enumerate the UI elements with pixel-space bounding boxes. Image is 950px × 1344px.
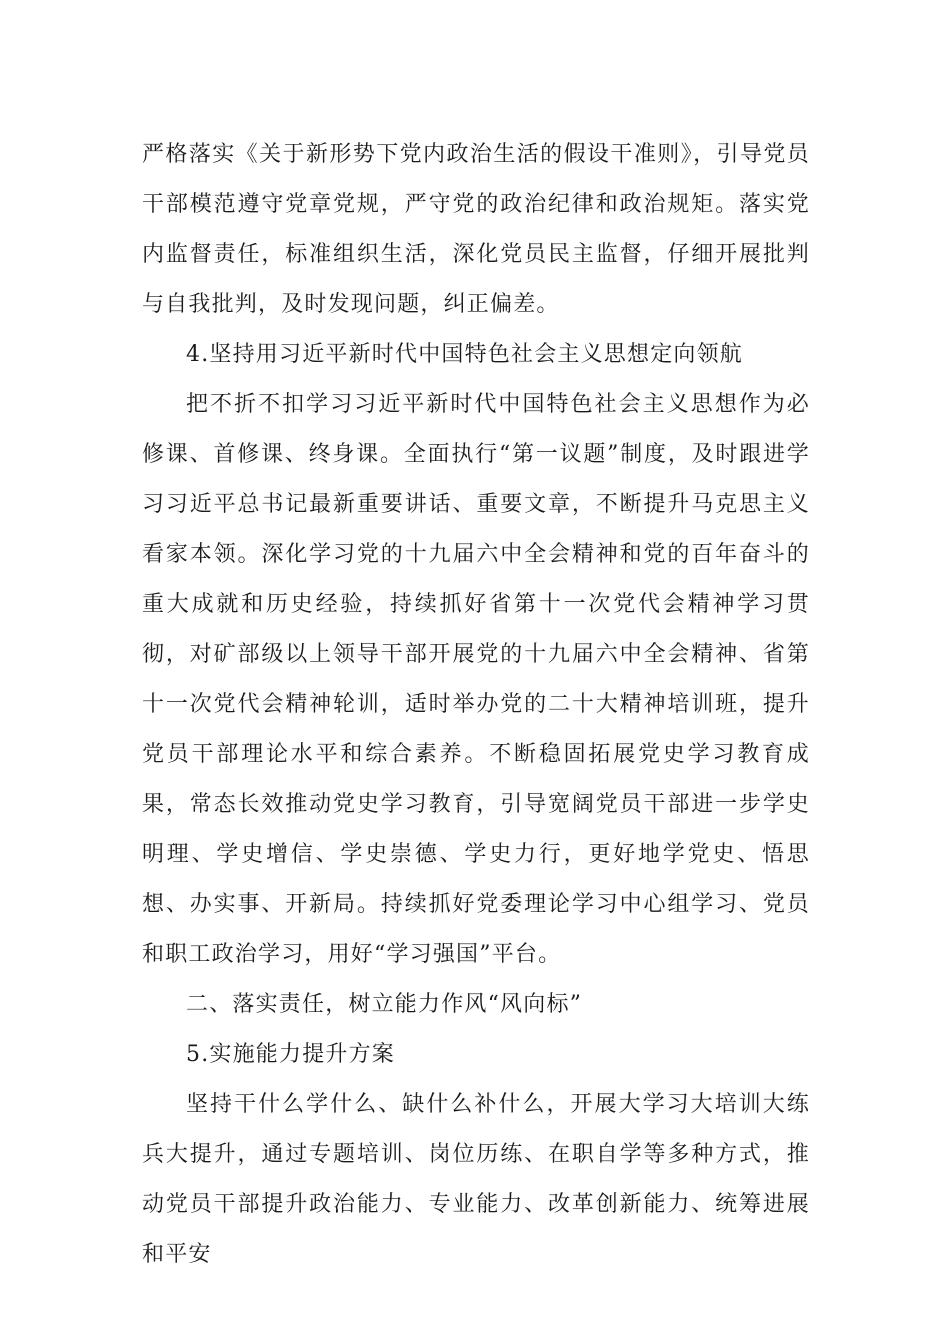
paragraph-discipline: 严格落实《关于新形势下党内政治生活的假设干准则》，引导党员干部模范遵守党章党规，严守党的政治纪律和政治规矩。落实党内监督责任，标准组织生活，深化党员民主监督，仔细开展批判与自我批判，及时发现问题，纠正偏差。 xyxy=(142,142,810,317)
heading-section-4: 4.坚持用习近平新时代中国特色社会主义思想定向领航 xyxy=(186,342,743,367)
heading-section-5: 5.实施能力提升方案 xyxy=(186,1042,395,1067)
paragraph-capability: 坚持干什么学什么、缺什么补什么，开展大学习大培训大练兵大提升，通过专题培训、岗位历练、在职自学等多种方式，推动党员干部提升政治能力、专业能力、改革创新能力、统筹进展和平安 xyxy=(142,1092,810,1267)
paragraph-theory-study: 把不折不扣学习习近平新时代中国特色社会主义思想作为必修课、首修课、终身课。全面执行“第一议题”制度，及时跟进学习习近平总书记最新重要讲话、重要文章，不断提升马克思主义看家本领。深化学习党的十九届六中全会精神和党的百年奋斗的重大成就和历史经验，持续抓好省第十一次党代会精神学习贯彻，对矿部级以上领导干部开展党的十九届六中全会精神、省第十一次党代会精神轮训，适时举办党的二十大精神培训班，提升党员干部理论水平和综合素养。不断稳固拓展党史学习教育成果，常态长效推动党史学习教育，引导宽阔党员干部进一步学史明理、学史增信、学史崇德、学史力行，更好地学党史、悟思想、办实事、开新局。持续抓好党委理论学习中心组学习、党员和职工政治学习，用好“学习强国”平台。 xyxy=(142,392,810,967)
heading-part-2: 二、落实责任，树立能力作风“风向标” xyxy=(186,992,583,1017)
document-body xyxy=(142,130,810,1280)
